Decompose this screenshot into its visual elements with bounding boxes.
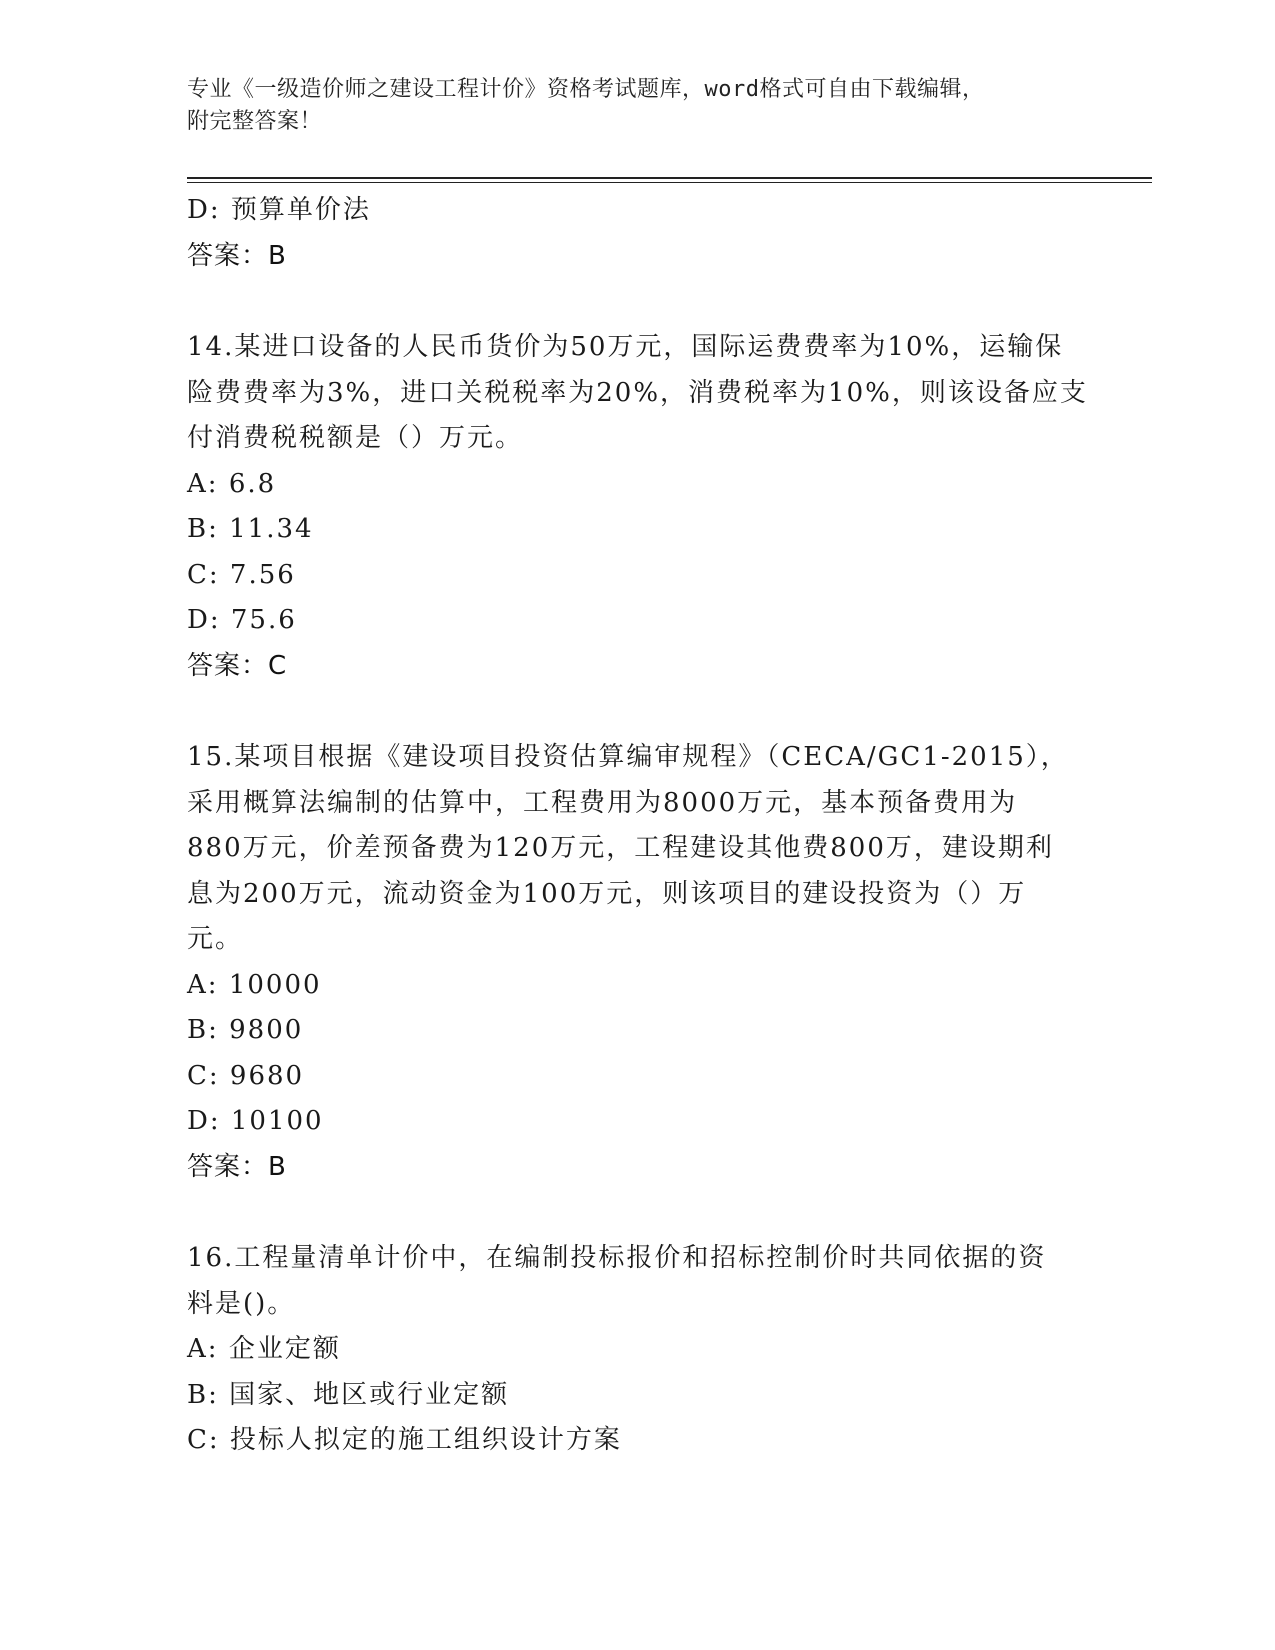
question-13-tail xyxy=(187,188,1087,279)
option-text: 9680 xyxy=(229,1060,305,1091)
option-text: 企业定额 xyxy=(228,1334,341,1364)
option-d xyxy=(187,1099,1087,1145)
answer-line: 答案：C xyxy=(187,650,288,681)
spacer xyxy=(187,1190,1087,1236)
option-label: D: xyxy=(187,605,221,635)
option-label: C: xyxy=(187,1060,220,1091)
option-a xyxy=(187,462,1087,508)
header-divider-thin xyxy=(187,182,1152,183)
option-c xyxy=(187,1054,1087,1100)
question-line: 14.某进口设备的人民币货价为50万元，国际运费费率为10%，运输保 xyxy=(187,332,1064,362)
option-label: D: xyxy=(187,195,221,225)
option-label: C: xyxy=(187,1425,220,1455)
question-text xyxy=(187,1236,1087,1327)
answer-line: 答案：B xyxy=(187,1151,287,1182)
question-list xyxy=(187,188,1087,1464)
option-d xyxy=(187,188,1087,234)
option-label: B: xyxy=(187,1015,219,1045)
question-line: 息为200万元，流动资金为100万元，则该项目的建设投资为（）万 xyxy=(187,878,1027,909)
option-text: 投标人拟定的施工组织设计方案 xyxy=(229,1425,622,1455)
option-c xyxy=(187,553,1087,599)
question-15 xyxy=(187,735,1087,1190)
option-label: B: xyxy=(187,1379,219,1410)
header-divider-thick xyxy=(187,177,1152,179)
option-text: 75.6 xyxy=(230,605,297,635)
option-label: A: xyxy=(187,1334,219,1364)
question-line: 16.工程量清单计价中，在编制投标报价和招标控制价时共同依据的资 xyxy=(187,1243,1047,1273)
option-label: A: xyxy=(187,468,219,499)
option-label: B: xyxy=(187,514,219,544)
option-label: D: xyxy=(187,1106,221,1136)
option-text: 9800 xyxy=(229,1015,304,1045)
option-label: A: xyxy=(187,969,219,1000)
option-text: 11.34 xyxy=(229,514,314,544)
option-d xyxy=(187,598,1087,644)
option-text: 10100 xyxy=(230,1106,324,1136)
question-14 xyxy=(187,325,1087,689)
question-16 xyxy=(187,1236,1087,1464)
question-text xyxy=(187,325,1087,462)
answer-line: 答案：B xyxy=(187,240,287,271)
option-text: 6.8 xyxy=(228,468,277,499)
question-line: 付消费税税额是（）万元。 xyxy=(187,423,524,453)
spacer xyxy=(187,689,1087,735)
option-label: C: xyxy=(187,559,220,590)
option-text: 预算单价法 xyxy=(230,195,371,225)
question-line: 880万元，价差预备费为120万元，工程建设其他费800万，建设期利 xyxy=(187,833,1054,863)
header-line-2: 附完整答案！ xyxy=(187,109,323,134)
document-header xyxy=(187,74,1067,138)
spacer xyxy=(187,279,1087,325)
question-line: 元。 xyxy=(187,924,244,954)
option-a xyxy=(187,1327,1087,1373)
option-c xyxy=(187,1418,1087,1464)
question-line: 采用概算法编制的估算中，工程费用为8000万元，基本预备费用为 xyxy=(187,787,1018,818)
option-text: 7.56 xyxy=(229,559,296,590)
option-b xyxy=(187,1008,1087,1054)
option-b xyxy=(187,507,1087,553)
option-text: 10000 xyxy=(228,969,322,1000)
option-b xyxy=(187,1373,1087,1419)
question-line: 料是()。 xyxy=(187,1288,296,1319)
question-line: 险费费率为3%，进口关税税率为20%，消费税率为10%，则该设备应支 xyxy=(187,377,1088,408)
option-text: 国家、地区或行业定额 xyxy=(229,1379,510,1410)
header-line-1: 专业《一级造价师之建设工程计价》资格考试题库，word格式可自由下载编辑， xyxy=(187,77,985,102)
option-a xyxy=(187,963,1087,1009)
question-text xyxy=(187,735,1087,963)
question-line: 15.某项目根据《建设项目投资估算编审规程》（CECA/GC1-2015）， xyxy=(187,742,1069,772)
